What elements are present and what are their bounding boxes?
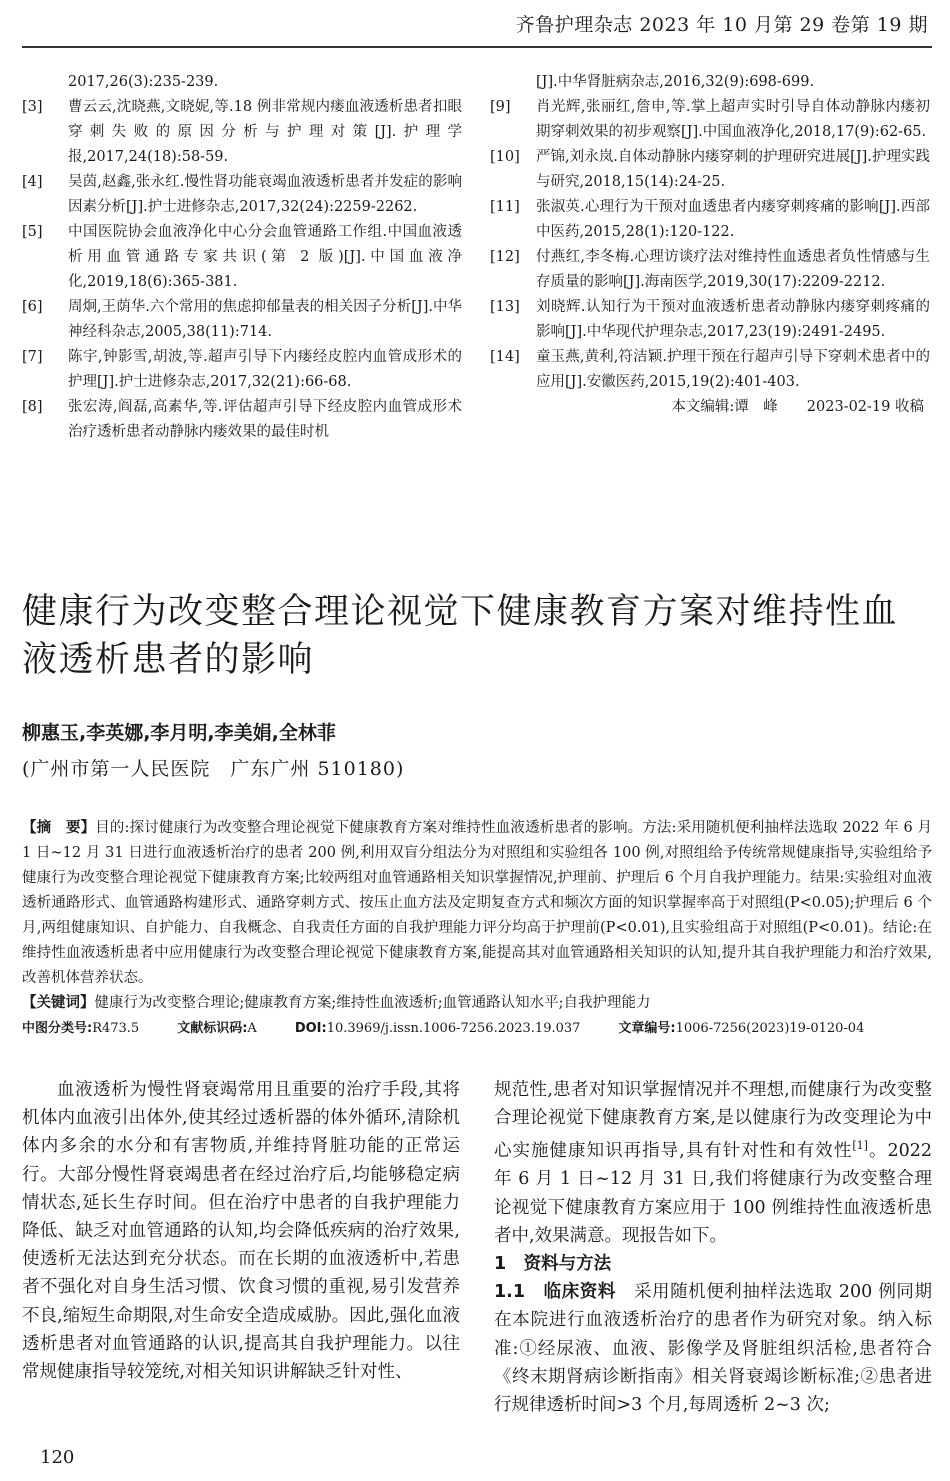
keywords-label: 【关键词】 <box>22 995 95 1011</box>
reference-text: 吴茵,赵鑫,张永红.慢性肾功能衰竭血液透析患者并发症的影响因素分析[J].护士进修杂志,2017,32(24):2259-2262. <box>68 174 462 215</box>
reference-item <box>490 195 930 245</box>
reference-text: 陈宇,钟影雪,胡波,等.超声引导下内瘘经皮腔内血管成形术的护理[J].护士进修杂志,2017,32(21):66-68. <box>68 349 462 390</box>
reference-text: 周炯,王荫华.六个常用的焦虑抑郁量表的相关因子分析[J].中华神经科杂志,2005,38(11):714. <box>68 299 462 340</box>
references-right-column <box>490 70 930 445</box>
reference-number: [12] <box>490 249 520 265</box>
reference-item <box>22 295 462 345</box>
subsection-paragraph <box>494 1278 932 1419</box>
reference-number: [6] <box>22 299 43 315</box>
paragraph-text-end: 。2022 年 6 月 1 日~12 月 31 日,我们将健康行为改变整合理论视觉下健康教育方案应用于 100 例维持性血液透析患者中,效果满意。现报告如下。 <box>494 1141 933 1246</box>
reference-item <box>22 70 462 95</box>
editor-note: 本文编辑:谭 峰 2023-02-19 收稿 <box>671 399 924 415</box>
article-number-label: 文章编号: <box>618 1021 676 1036</box>
reference-item <box>22 170 462 220</box>
reference-item <box>490 295 930 345</box>
references-left-column <box>22 70 462 445</box>
reference-number: [8] <box>22 399 43 415</box>
running-header: 齐鲁护理杂志 2023 年 10 月第 29 卷第 19 期 <box>515 14 928 36</box>
reference-item <box>490 95 930 145</box>
reference-text: 2017,26(3):235-239. <box>68 74 219 90</box>
doi <box>295 1018 581 1040</box>
reference-text: [J].中华肾脏病杂志,2016,32(9):698-699. <box>536 74 815 90</box>
reference-item <box>22 95 462 170</box>
body-paragraph: 血液透析为慢性肾衰竭常用且重要的治疗手段,其将机体内血液引出体外,使其经过透析器的体外循环,清除机体内多余的水分和有害物质,并维持肾脏功能的正常运行。大部分慢性肾衰竭患者在经过治疗后,均能够稳定病情状态,延长生存时间。但在治疗中患者的自我护理能力降低、缺乏对血管通路的认知,均会降低疾病的治疗效果,使透析无法达到充分状态。而在长期的血液透析中,若患者不强化对自身生活习惯、饮食习惯的重视,易引发营养不良,缩短生命期限,对生命安全造成威胁。因此,强化血液透析患者对血管通路的认识,提高其自我护理能力。以往常规健康指导较笼统,对相关知识讲解缺乏针对性、 <box>22 1080 460 1383</box>
reference-number: [13] <box>490 299 520 315</box>
citation-ref: [1] <box>852 1139 868 1153</box>
abstract-label: 【摘 要】 <box>22 820 96 836</box>
document-code <box>177 1018 257 1040</box>
reference-item <box>490 245 930 295</box>
paragraph-text: 规范性,患者对知识掌握情况并不理想,而健康行为改变整合理论视觉下健康教育方案,是以健康行为改变理论为中心实施健康知识再指导,具有针对性和有效性 <box>494 1080 932 1162</box>
reference-text: 刘晓辉.认知行为干预对血液透析患者动静脉内瘘穿刺疼痛的影响[J].中华现代护理杂志,2017,23(19):2491-2495. <box>536 299 930 340</box>
reference-number: [4] <box>22 174 43 190</box>
abstract-block <box>22 816 932 1040</box>
reference-number: [7] <box>22 349 43 365</box>
article-number <box>618 1018 864 1040</box>
section-heading: 1 资料与方法 <box>494 1254 612 1275</box>
article-body <box>22 1076 932 1419</box>
body-right-column <box>494 1076 932 1419</box>
reference-text: 中国医院协会血液净化中心分会血管通路工作组.中国血液透析用血管通路专家共识(第 2 版)[J].中国血液净化,2019,18(6):365-381. <box>68 224 462 290</box>
reference-item <box>490 345 930 395</box>
header-rule <box>22 46 932 48</box>
reference-item <box>490 145 930 195</box>
document-code-value: A <box>247 1021 257 1036</box>
reference-item <box>22 395 462 445</box>
reference-text: 肖光辉,张丽红,詹申,等.掌上超声实时引导自体动静脉内瘘初期穿刺效果的初步观察[J].中国血液净化,2018,17(9):62-65. <box>536 99 930 140</box>
reference-text: 张淑英.心理行为干预对血透患者内瘘穿刺疼痛的影响[J].西部中医药,2015,28(1):120-122. <box>536 199 930 240</box>
keywords <box>22 991 932 1016</box>
doi-label: DOI: <box>294 1021 327 1036</box>
reference-item <box>490 70 930 95</box>
subsection-text: 采用随机便利抽样法选取 200 例同期在本院进行血液透析治疗的患者作为研究对象。纳入标准:①经尿液、血液、影像学及肾脏组织活检,患者符合《终末期肾病诊断指南》相关肾衰竭诊断标准;②患者进行规律透析时间>3 个月,每周透析 2~3 次; <box>494 1282 932 1416</box>
author-affiliation: (广州市第一人民医院 广东广州 510180) <box>22 758 405 780</box>
subsection-heading: 1.1 临床资料 <box>494 1282 616 1303</box>
author-list: 柳惠玉,李英娜,李月明,李美娟,全林菲 <box>22 722 336 744</box>
reference-text: 付燕红,李冬梅.心理访谈疗法对维持性血透患者负性情感与生存质量的影响[J].海南医学,2019,30(17):2209-2212. <box>536 249 930 290</box>
page-number: 120 <box>40 1447 75 1468</box>
reference-number: [9] <box>490 99 511 115</box>
reference-text: 童玉燕,黄利,符洁颖.护理干预在行超声引导下穿刺术患者中的应用[J].安徽医药,2015,19(2):401-403. <box>536 349 930 390</box>
clc-label: 中图分类号: <box>22 1021 93 1036</box>
reference-item <box>22 345 462 395</box>
reference-number: [5] <box>22 224 43 240</box>
reference-text: 严锦,刘永岚.自体动静脉内瘘穿刺的护理研究进展[J].护理实践与研究,2018,15(14):24-25. <box>536 149 930 190</box>
body-left-column <box>22 1076 460 1419</box>
keywords-text: 健康行为改变整合理论;健康教育方案;维持性血液透析;血管通路认知水平;自我护理能力 <box>94 995 651 1011</box>
article-title: 健康行为改变整合理论视觉下健康教育方案对维持性血液透析患者的影响 <box>22 592 899 680</box>
clc-number <box>22 1018 139 1040</box>
article-number-value: 1006-7256(2023)19-0120-04 <box>675 1021 865 1036</box>
clc-value: R473.5 <box>92 1021 140 1036</box>
reference-text: 曹云云,沈晓燕,文晓妮,等.18 例非常规内瘘血液透析患者扣眼穿刺失败的原因分析与护理对策[J].护理学报,2017,24(18):58-59. <box>68 99 462 165</box>
reference-number: [14] <box>490 349 520 365</box>
reference-number: [10] <box>490 149 520 165</box>
body-paragraph <box>494 1076 932 1250</box>
reference-number: [3] <box>22 99 43 115</box>
reference-item <box>22 220 462 295</box>
reference-text: 张宏涛,阎磊,高素华,等.评估超声引导下经皮腔内血管成形术治疗透析患者动静脉内瘘效果的最佳时机 <box>68 399 462 440</box>
reference-number: [11] <box>490 199 520 215</box>
references-section <box>22 70 930 445</box>
abstract <box>22 816 932 991</box>
document-code-label: 文献标识码: <box>177 1021 248 1036</box>
article-metadata <box>22 1018 932 1040</box>
abstract-text: 目的:探讨健康行为改变整合理论视觉下健康教育方案对维持性血液透析患者的影响。方法:采用随机便利抽样法选取 2022 年 6 月 1 日~12 月 31 日进行血液透析治疗的患者 200 例,利用双盲分组法分为对照组和实验组各 100 例,对照组给予传统常规健康指导,实验组给予健康行为改变整合理论视觉下健康教育方案;比较两组对血管通路相关知识掌握情况,护理前、护理后 6 个月自我护理能力。结果:实验组对血液透析通路形式、血管通路构建形式、通路穿刺方式、按压止血方法及定期复查方式和频次方面的知识掌握率高于对照组(P<0.05);护理后 6 个月,两组健康知识、自护能力、自我概念、自我责任方面的自我护理能力评分均高于护理前(P<0.01),且实验组高于对照组(P<0.01)。结论:在维持性血液透析患者中应用健康行为改变整合理论视觉下健康教育方案,能提高其对血管通路相关知识的认知,提升其自我护理能力和治疗效果,改善机体营养状态。 <box>22 820 932 986</box>
doi-value: 10.3969/j.issn.1006-7256.2023.19.037 <box>326 1021 581 1036</box>
